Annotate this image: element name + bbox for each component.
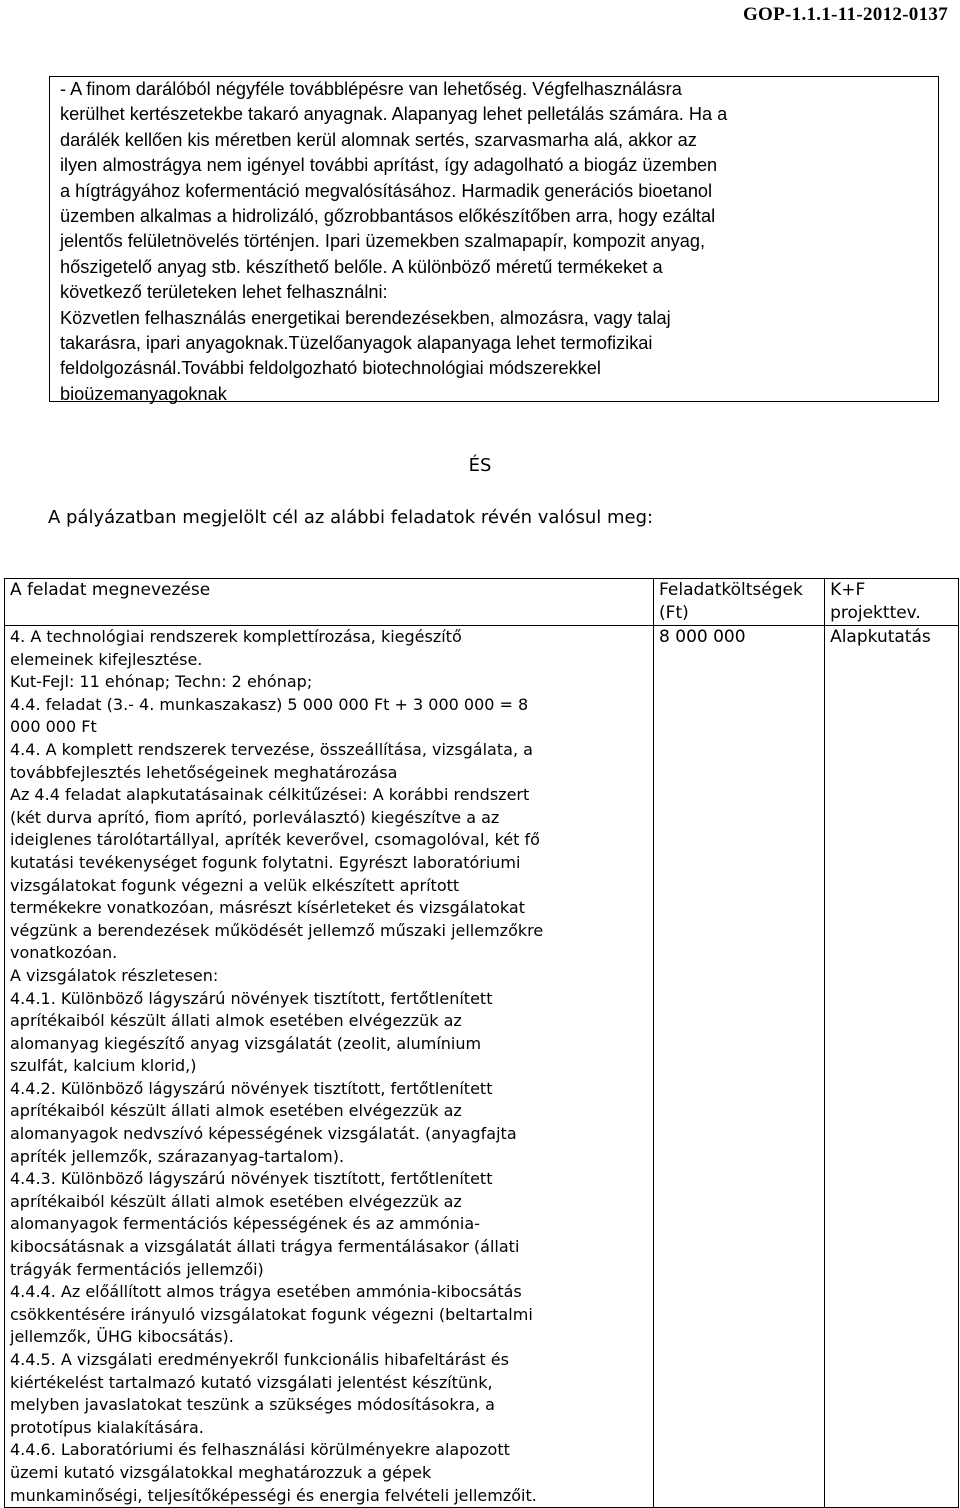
task-line: ideiglenes tárolótartállyal, apríték keverővel, csomagolóval, két fő <box>10 830 540 850</box>
task-line: üzemi kutató vizsgálatokkal meghatározzuk a gépek <box>10 1462 432 1482</box>
task-line: (két durva aprító, fiom aprító, porleválasztó) kiegészítve a az <box>10 807 500 827</box>
task-line: A vizsgálatok részletesen: <box>10 965 219 985</box>
task-line: munkaminőségi, teljesítőképességi és energia felvételi jellemzőit. <box>10 1485 537 1505</box>
task-line: trágyák fermentációs jellemzői) <box>10 1259 264 1279</box>
header-type-line1: K+F <box>830 580 866 600</box>
task-line: 4.4. A komplett rendszerek tervezése, összeállítása, vizsgálata, a <box>10 739 533 759</box>
summary-line: Közvetlen felhasználás energetikai berendezésekben, almozásra, vagy talaj <box>60 307 671 328</box>
task-line: 4.4.6. Laboratóriumi és felhasználási körülményekre alapozott <box>10 1440 510 1460</box>
task-line: csökkentésére irányuló vizsgálatokat fogunk végezni (beltartalmi <box>10 1304 533 1324</box>
task-line: termékekre vonatkozóan, másrészt kísérleteket és vizsgálatokat <box>10 898 525 918</box>
task-line: jellemzők, ÜHG kibocsátás). <box>10 1327 234 1347</box>
task-line: 4. A technológiai rendszerek komplettírozása, kiegészítő <box>10 627 462 646</box>
task-line: kibocsátásnak a vizsgálatát állati trágya fermentálásakor (állati <box>10 1237 520 1257</box>
task-description <box>5 626 654 1508</box>
summary-box <box>49 76 939 402</box>
summary-line: kerülhet kertészetekbe takaró anyagnak. Alapanyag lehet pelletálás számára. Ha a <box>60 104 728 125</box>
task-line: 4.4.5. A vizsgálati eredményekről funkcionális hibafeltárást és <box>10 1350 509 1369</box>
header-cost-line2: (Ft) <box>659 603 689 623</box>
table-row <box>5 626 959 1508</box>
task-line: szulfát, kalcium klorid,) <box>10 1056 197 1076</box>
summary-line: feldolgozásnál.További feldolgozható biotechnológiai módszerekkel <box>60 358 601 379</box>
summary-line: - A finom darálóból négyféle továbblépésre van lehetőség. Végfelhasználásra <box>60 79 682 99</box>
task-cost: 8 000 000 <box>654 626 825 1508</box>
summary-line: következő területeken lehet felhasználni: <box>60 282 388 303</box>
task-line: 4.4.2. Különböző lágyszárú növények tisztított, fertőtlenített <box>10 1078 493 1098</box>
task-line: alomanyag kiegészítő anyag vizsgálatát (zeolit, alumínium <box>10 1033 482 1053</box>
task-line: 4.4. feladat (3.- 4. munkaszakasz) 5 000 000 Ft + 3 000 000 = 8 <box>10 694 529 714</box>
intro-text: A pályázatban megjelölt cél az alábbi feladatok révén valósul meg: <box>48 507 654 528</box>
task-line: végzünk a berendezések működését jellemző műszaki jellemzőkre <box>10 920 544 940</box>
summary-line: ilyen almostrágya nem igényel további aprítást, így adagolható a biogáz üzemben <box>60 155 718 176</box>
task-table <box>4 578 959 1508</box>
task-line: Kut-Fejl: 11 ehónap; Techn: 2 ehónap; <box>10 672 313 692</box>
document-code: GOP-1.1.1-11-2012-0137 <box>742 4 948 25</box>
summary-line: darálék kellően kis méretben kerül alomnak sertés, szarvasmarha alá, akkor az <box>60 129 697 150</box>
task-line: továbbfejlesztés lehetőségeinek meghatározása <box>10 762 398 782</box>
task-line: 000 000 Ft <box>10 717 97 737</box>
summary-line: takarásra, ipari anyagoknak.Tüzelőanyagok alapanyaga lehet termofizikai <box>60 333 653 354</box>
task-line: Az 4.4 feladat alapkutatásainak célkitűzései: A korábbi rendszert <box>10 785 530 805</box>
task-line: aprítékaiból készült állati almok esetében elvégezzük az <box>10 1011 462 1031</box>
header-type <box>825 579 959 626</box>
summary-line: hőszigetelő anyag stb. készíthető belőle. A különböző méretű termékeket a <box>60 256 663 277</box>
summary-line: bioüzemanyagoknak <box>60 383 227 404</box>
task-line: alomanyagok fermentációs képességének és az ammónia- <box>10 1214 480 1234</box>
task-line: elemeinek kifejlesztése. <box>10 649 203 669</box>
task-line: aprítékaiból készült állati almok esetében elvégezzük az <box>10 1191 462 1211</box>
header-task: A feladat megnevezése <box>5 579 654 626</box>
header-cost <box>654 579 825 626</box>
summary-paragraph <box>60 77 928 407</box>
task-line: kutatási tevékenységet fogunk folytatni. Egyrészt laboratóriumi <box>10 852 521 872</box>
summary-line: üzemben alkalmas a hidrolizáló, gőzrobbantásos előkészítőben arra, hogy ezáltal <box>60 206 716 227</box>
header-cost-line1: Feladatköltségek <box>659 580 803 600</box>
task-line: 4.4.4. Az előállított almos trágya esetében ammónia-kibocsátás <box>10 1282 522 1302</box>
task-line: 4.4.1. Különböző lágyszárú növények tisztított, fertőtlenített <box>10 988 493 1008</box>
task-line: melyben javaslatokat teszünk a szükséges módosításokra, a <box>10 1395 495 1415</box>
summary-line: jelentős felületnövelés történjen. Ipari üzemekben szalmapapír, kompozit anyag, <box>60 231 706 252</box>
summary-line: a hígtrágyához kofermentáció megvalósításához. Harmadik generációs bioetanol <box>60 180 713 201</box>
task-line: kiértékelést tartalmazó kutató vizsgálati jelentést készítünk, <box>10 1372 493 1392</box>
task-line: alomanyagok nedvszívó képességének vizsgálatát. (anyagfajta <box>10 1124 517 1144</box>
task-line: prototípus kialakítására. <box>10 1417 204 1437</box>
header-type-line2: projekttev. <box>830 603 921 623</box>
table-header-row <box>5 579 959 626</box>
task-line: vizsgálatokat fogunk végezni a velük elkészített aprított <box>10 875 460 895</box>
task-line: vonatkozóan. <box>10 943 118 963</box>
task-line: 4.4.3. Különböző lágyszárú növények tisztított, fertőtlenített <box>10 1169 493 1189</box>
conjunction-label: ÉS <box>468 455 492 476</box>
task-type: Alapkutatás <box>825 626 959 1508</box>
task-line: aprítékaiból készült állati almok esetében elvégezzük az <box>10 1101 462 1121</box>
task-line: apríték jellemzők, szárazanyag-tartalom). <box>10 1146 345 1166</box>
